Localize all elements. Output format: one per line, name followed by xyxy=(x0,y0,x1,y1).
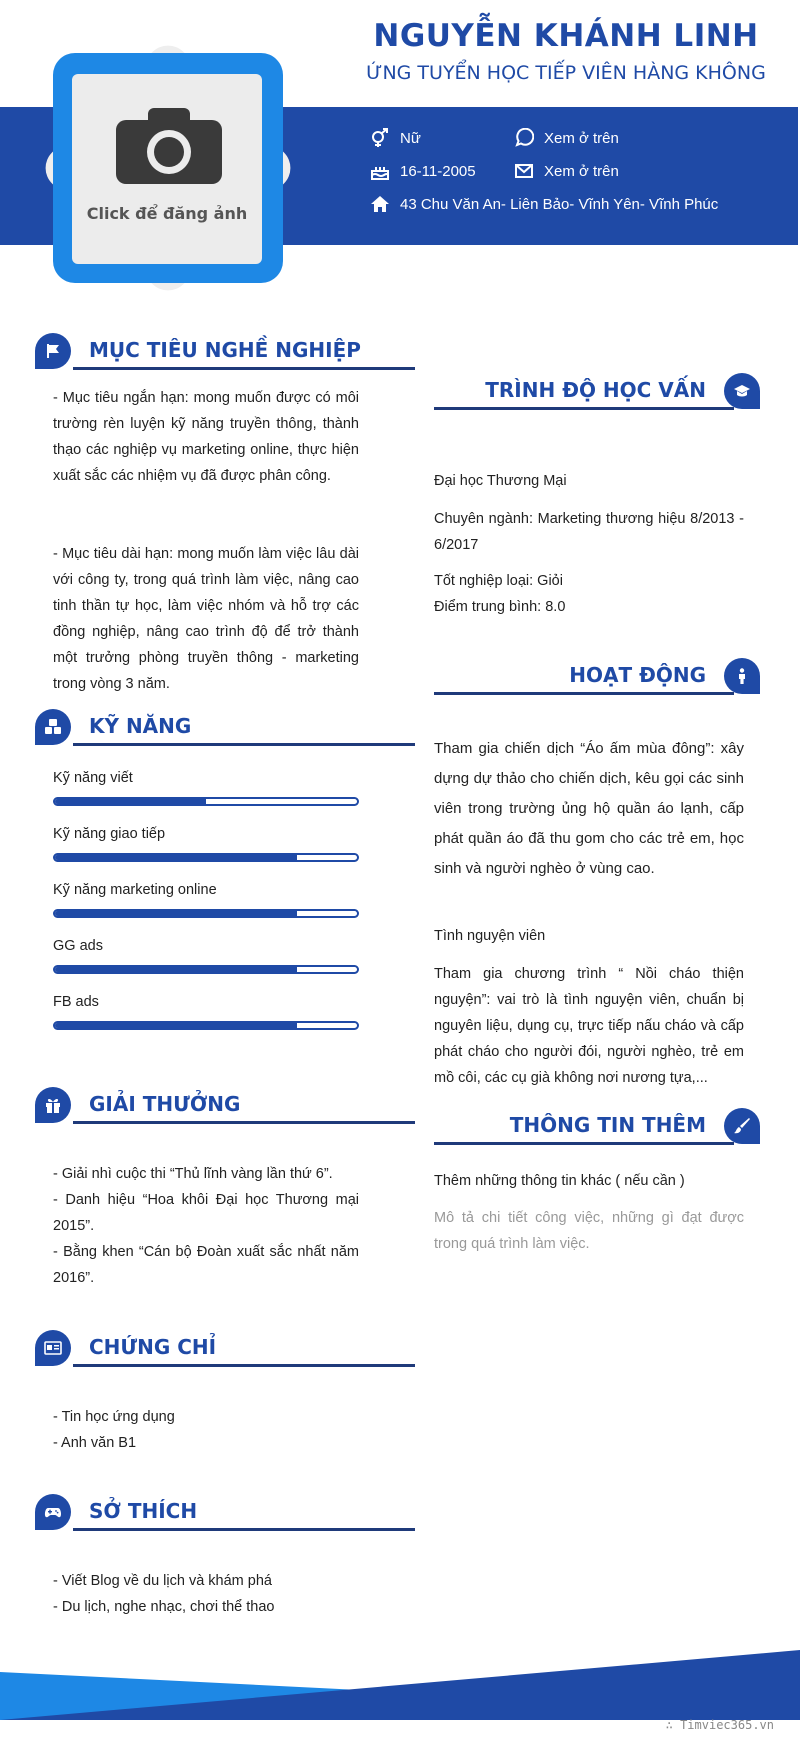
skill-bar-fill xyxy=(55,855,297,860)
certificates-title: CHỨNG CHỈ xyxy=(89,1335,217,1359)
home-icon xyxy=(370,194,390,214)
objective-divider xyxy=(73,367,415,370)
email-icon xyxy=(514,161,534,181)
extra-divider xyxy=(434,1142,734,1145)
objective-long-term[interactable]: - Mục tiêu dài hạn: mong muốn làm việc lâu dài với công ty, trong quá trình làm việc, nâng cao tinh thần tự học, làm việc nhóm và hỗ trợ các đồng nghiệp, nâng cao trình độ để trở thành một trưởng phòng truyền thông - marketing trong vòng 3 năm. xyxy=(53,546,359,692)
phone-row xyxy=(514,128,619,148)
objective-short-term[interactable]: - Mục tiêu ngắn hạn: mong muốn được có môi trường rèn luyện kỹ năng truyền thông, thành thạo các nghiệp vụ marketing online, thực hiện xuất sắc các nhiệm vụ đã được phân công. xyxy=(53,390,359,484)
award-item-3[interactable]: - Bằng khen “Cán bộ Đoàn xuất sắc nhất năm 2016”. xyxy=(53,1244,359,1286)
extra-title: THÔNG TIN THÊM xyxy=(509,1113,706,1137)
hobby-item-1[interactable]: - Viết Blog về du lịch và khám phá xyxy=(53,1573,272,1589)
skills-header xyxy=(35,709,435,749)
skill-label[interactable]: FB ads xyxy=(53,994,99,1010)
extra-subtitle[interactable]: Thêm những thông tin khác ( nếu cần ) xyxy=(434,1173,685,1189)
award-item-1[interactable]: - Giải nhì cuộc thi “Thủ lĩnh vàng lần thứ 6”. xyxy=(53,1166,333,1182)
watermark-text: ∴ Timviec365.vn xyxy=(665,1718,774,1732)
birthday-row xyxy=(370,161,476,181)
gift-icon xyxy=(44,1096,62,1114)
awards-divider xyxy=(73,1121,415,1124)
phone-value[interactable]: Xem ở trên xyxy=(544,129,619,147)
awards-header xyxy=(35,1087,435,1127)
education-major[interactable]: Chuyên ngành: Marketing thương hiệu 8/2013 - 6/2017 xyxy=(434,511,744,553)
gender-value[interactable]: Nữ xyxy=(400,129,421,147)
candidate-name[interactable]: NGUYỄN KHÁNH LINH xyxy=(373,18,759,54)
id-card-icon xyxy=(44,1339,62,1357)
gender-row xyxy=(370,128,421,148)
flag-icon xyxy=(44,342,62,360)
skill-bar-fill xyxy=(55,967,297,972)
email-row xyxy=(514,161,619,181)
skill-bar-fill xyxy=(55,799,206,804)
skill-label[interactable]: Kỹ năng giao tiếp xyxy=(53,826,166,842)
education-grade[interactable]: Tốt nghiệp loại: Giỏi xyxy=(434,573,563,589)
skills-badge xyxy=(35,709,71,745)
skill-bar-fill xyxy=(55,911,297,916)
birthday-value[interactable]: 16-11-2005 xyxy=(400,162,476,180)
job-title[interactable]: ỨNG TUYỂN HỌC TIẾP VIÊN HÀNG KHÔNG xyxy=(366,62,766,84)
education-divider xyxy=(434,407,734,410)
education-title: TRÌNH ĐỘ HỌC VẤN xyxy=(485,378,706,402)
education-gpa[interactable]: Điểm trung bình: 8.0 xyxy=(434,599,566,615)
skills-title: KỸ NĂNG xyxy=(89,714,192,738)
cubes-icon xyxy=(44,718,62,736)
skill-bar[interactable] xyxy=(53,797,359,806)
hobbies-badge xyxy=(35,1494,71,1530)
education-badge xyxy=(724,373,760,409)
activities-header xyxy=(434,658,760,698)
hobbies-divider xyxy=(73,1528,415,1531)
certificate-item-1[interactable]: - Tin học ứng dụng xyxy=(53,1409,175,1425)
skill-bar[interactable] xyxy=(53,1021,359,1030)
objective-header xyxy=(35,333,435,373)
certificates-header xyxy=(35,1330,435,1370)
activities-divider xyxy=(434,692,734,695)
skill-bar-fill xyxy=(55,1023,297,1028)
address-value[interactable]: 43 Chu Văn An- Liên Bảo- Vĩnh Yên- Vĩnh Phúc xyxy=(400,195,719,213)
gender-icon xyxy=(370,128,390,148)
certificates-divider xyxy=(73,1364,415,1367)
awards-title: GIẢI THƯỞNG xyxy=(89,1092,241,1116)
skill-bar[interactable] xyxy=(53,965,359,974)
extra-badge xyxy=(724,1108,760,1144)
education-header xyxy=(434,373,760,413)
skills-divider xyxy=(73,743,415,746)
activity-item-2[interactable]: Tham gia chương trình “ Nồi cháo thiện nguyện”: vai trò là tình nguyện viên, chuẩn bị nguyên liệu, dụng cụ, trực tiếp nấu cháo và cấp phát cháo cho người đói, người nghèo, trẻ em mồ côi, các cụ già không nơi nương tựa,... xyxy=(434,966,744,1086)
skill-label[interactable]: Kỹ năng viết xyxy=(53,770,133,786)
photo-frame xyxy=(26,26,310,310)
camera-icon xyxy=(114,106,224,186)
education-school[interactable]: Đại học Thương Mại xyxy=(434,473,567,489)
address-row xyxy=(370,194,718,214)
extra-placeholder[interactable]: Mô tả chi tiết công việc, những gì đạt được trong quá trình làm việc. xyxy=(434,1210,744,1252)
person-icon xyxy=(733,667,751,685)
activities-title: HOẠT ĐỘNG xyxy=(569,663,706,687)
photo-upload-label[interactable]: Click để đăng ảnh xyxy=(86,204,248,223)
cake-icon xyxy=(370,161,390,181)
activity-role[interactable]: Tình nguyện viên xyxy=(434,928,546,944)
objective-title: MỤC TIÊU NGHỀ NGHIỆP xyxy=(89,338,361,362)
phone-icon xyxy=(514,128,534,148)
brush-icon xyxy=(733,1117,751,1135)
activities-badge xyxy=(724,658,760,694)
skill-label[interactable]: Kỹ năng marketing online xyxy=(53,882,217,898)
awards-badge xyxy=(35,1087,71,1123)
skill-bar[interactable] xyxy=(53,853,359,862)
hobbies-title: SỞ THÍCH xyxy=(89,1499,198,1523)
email-value[interactable]: Xem ở trên xyxy=(544,162,619,180)
gamepad-icon xyxy=(44,1503,62,1521)
extra-header xyxy=(434,1108,760,1148)
skill-label[interactable]: GG ads xyxy=(53,938,103,954)
hobby-item-2[interactable]: - Du lịch, nghe nhạc, chơi thể thao xyxy=(53,1599,275,1615)
skill-bar[interactable] xyxy=(53,909,359,918)
graduation-cap-icon xyxy=(733,382,751,400)
activity-item-1[interactable]: Tham gia chiến dịch “Áo ấm mùa đông”: xây dựng dự thảo cho chiến dịch, kêu gọi các sinh viên trong trường ủng hộ quần áo lạnh, cấp phát quần áo đã thu gom cho các trẻ em, học sinh và người nghèo ở vùng cao. xyxy=(434,740,744,877)
certificate-item-2[interactable]: - Anh văn B1 xyxy=(53,1435,137,1451)
certificates-badge xyxy=(35,1330,71,1366)
flag-badge xyxy=(35,333,71,369)
hobbies-header xyxy=(35,1494,435,1534)
award-item-2[interactable]: - Danh hiệu “Hoa khôi Đại học Thương mại 2015”. xyxy=(53,1192,359,1234)
